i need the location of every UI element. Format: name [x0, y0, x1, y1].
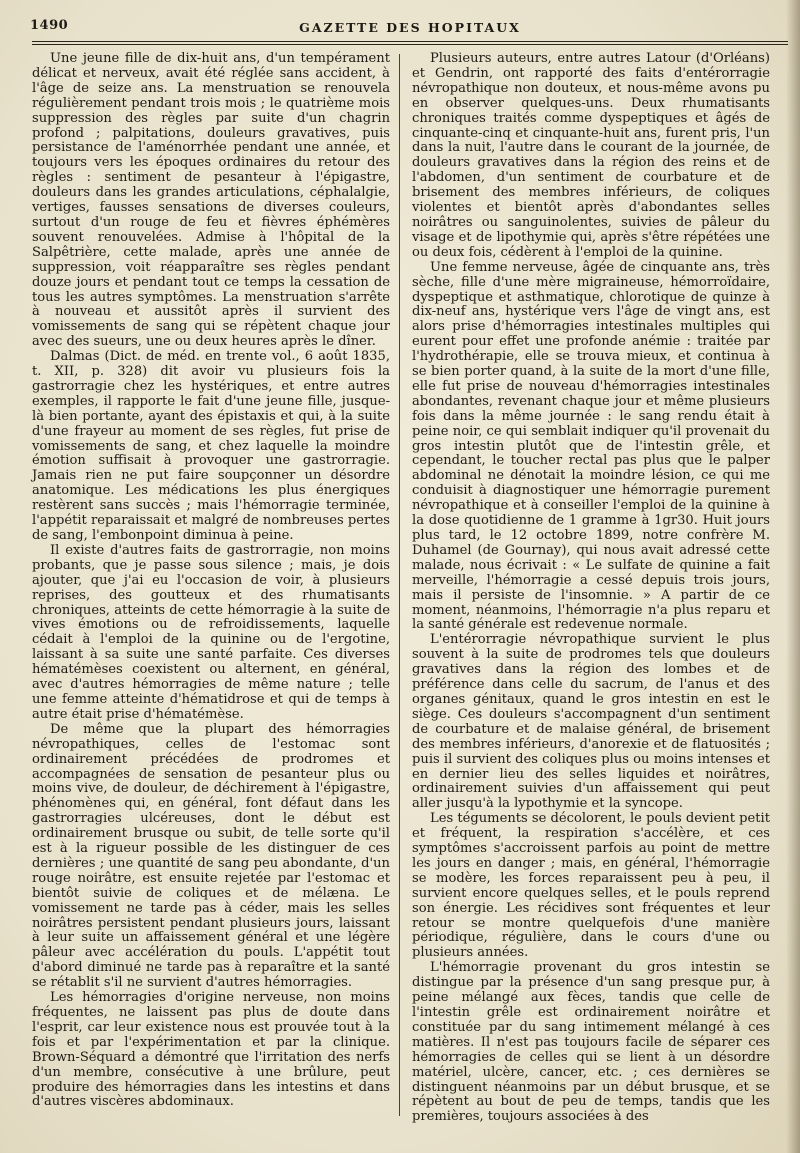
paragraph: De même que la plupart des hémorragies névropathiques, celles de l'estomac sont ordinairement précédées de prodromes et accompagnées de sensation de pesanteur plus ou moins vive, de douleur, de déchirement à l'épigastre, phénomènes qui, en général, font défaut dans les gastrorragies ulcéreuses, dont le début est ordinairement brusque ou subit, de telle sorte qu'il est à la rigueur possible de les distinguer de ces dernières ; une quantité de sang peu abondante, d'un rouge noirâtre, est ensuite rejetée par l'estomac et bientôt suivie de coliques et de mélæna. Le vomissement ne tarde pas à céder, mais les selles noirâtres persistent pendant plusieurs jours, laissant à leur suite un affaissement général et une légère pâleur avec accélération du pouls. L'appétit tout d'abord diminué ne tarde pas à reparaître et la santé se rétablit s'il ne survient d'autres hémorragies.	[32, 721, 390, 991]
paragraph: Une femme nerveuse, âgée de cinquante ans, très sèche, fille d'une mère migraineuse, hémorroïdaire, dyspeptique et asthmatique, chlorotique de quinze à dix-neuf ans, hystérique vers l'âge de vingt ans, est alors prise d'hémorragies intestinales multiples qui eurent pour effet une profonde anémie : traitée par l'hydrothérapie, elle se trouva mieux, et continua à se bien porter quand, à la suite de la mort d'une fille, elle fut prise de nouveau d'hémorragies intestinales abondantes, revenant chaque jour et même plusieurs fois dans la même journée : le sang rendu était à peine noir, ce qui semblait indiquer qu'il provenait du gros intestin plutôt que de l'intestin grêle, et cependant, le toucher rectal pas plus que le palper abdominal ne dénotait la moindre lésion, ce qui me conduisit à diagnostiquer une hémorragie purement névropathique et à conseiller l'emploi de la quinine à la dose quotidienne de 1 gramme à 1gr30. Huit jours plus tard, le 12 octobre 1899, notre confrère M. Duhamel (de Gournay), qui nous avait adressé cette malade, nous écrivait : « Le sulfate de quinine a fait merveille, l'hémorragie a cessé depuis trois jours, mais il persiste de l'insomnie. » A partir de ce moment, néanmoins, l'hémorragie n'a plus reparu et la santé générale est redevenue normale.	[412, 259, 770, 633]
running-title: GAZETTE DES HOPITAUX	[299, 20, 521, 35]
paragraph: Les hémorragies d'origine nerveuse, non moins fréquentes, ne laissent pas plus de doute dans l'esprit, car leur existence nous est prouvée tout à la fois et par l'expérimentation et par la clinique. Brown-Séquard a démontré que l'irritation des nerfs d'un membre, consécutive à une brûlure, peut produire des hémorragies dans les intestins et dans d'autres viscères abdominaux.	[32, 990, 390, 1110]
paragraph: Les téguments se décolorent, le pouls devient petit et fréquent, la respiration s'accélère, et ces symptômes s'accroissent parfois au point de mettre les jours en danger ; mais, en général, l'hémorragie se modère, les forces reparaissent peu à peu, il survient encore quelques selles, et le pouls reprend son énergie. Les récidives sont fréquentes et leur retour se montre quelquefois d'une manière périodique, régulière, dans le cours d'une ou plusieurs années.	[412, 811, 770, 961]
paragraph: L'entérorragie névropathique survient le plus souvent à la suite de prodromes tels que douleurs gravatives dans la région des lombes et de préférence dans celle du sacrum, de l'anus et des organes génitaux, quand le gros intestin en est le siège. Ces douleurs s'accompagnent d'un sentiment de courbature et de malaise général, de brisement des membres inférieurs, d'anorexie et de flatuosités ; puis il survient des coliques plus ou moins intenses et en dernier lieu des selles liquides et noirâtres, ordinairement suivies d'un affaissement qui peut aller jusqu'à la lypothymie et la syncope.	[412, 632, 770, 812]
paragraph: Il existe d'autres faits de gastrorragie, non moins probants, que je passe sous silence ; mais, je dois ajouter, que j'ai eu l'occasion de voir, à plusieurs reprises, des goutteux et des rhumatisants chroniques, atteints de cette hémorragie à la suite de vives émotions ou de refroidissements, laquelle cédait à l'emploi de la quinine ou de l'ergotine, laissant à sa suite une santé parfaite. Ces diverses hématémèses coexistent ou alternent, en général, avec d'autres hémorragies de même nature ; telle une femme atteinte d'hématidrose et qui de temps à autre était prise d'hématémèse.	[32, 542, 390, 722]
page-edge-shadow	[786, 0, 800, 1153]
header-rule	[32, 44, 788, 45]
right-column	[412, 52, 770, 1125]
header-rule	[32, 41, 788, 42]
page-header	[30, 14, 790, 38]
left-column	[32, 52, 390, 1110]
column-divider	[399, 54, 400, 1116]
paragraph: Une jeune fille de dix-huit ans, d'un tempérament délicat et nerveux, avait été réglée sans accident, à l'âge de seize ans. La menstruation se renouvela régulièrement pendant trois mois ; le quatrième mois suppression des règles par suite d'un chagrin profond ; palpitations, douleurs gravatives, puis persistance de l'aménorrhée pendant une année, et toujours vers les époques ordinaires du retour des règles : sentiment de pesanteur à l'épigastre, douleurs dans les grandes articulations, céphalalgie, vertiges, fausses sensations de diverses couleurs, surtout d'un rouge de feu et fièvres éphémères souvent renouvelées. Admise à l'hôpital de la Salpêtrière, cette malade, après une année de suppression, voit réapparaître ses règles pendant douze jours et pendant tout ce temps la cessation de tous les autres symptômes. La menstruation s'arrête à nouveau et aussitôt après il survient des vomissements de sang qui se répètent chaque jour avec des sueurs, une ou deux heures après le dîner.	[32, 51, 390, 350]
page-number: 1490	[30, 18, 69, 33]
paragraph: Dalmas (Dict. de méd. en trente vol., 6 août 1835, t. XII, p. 328) dit avoir vu plusieurs fois la gastrorragie chez les hystériques, et entre autres exemples, il rapporte le fait d'une jeune fille, jusque-là bien portante, ayant des épistaxis et qui, à la suite d'une frayeur au moment de ses règles, fut prise de vomissements de sang, et chez laquelle la moindre émotion suffisait à provoquer une gastrorragie. Jamais rien ne put faire soupçonner un désordre anatomique. Les médications les plus énergiques restèrent sans succès ; mais l'hémorragie terminée, l'appétit reparaissait et malgré de nombreuses pertes de sang, l'embonpoint diminua à peine.	[32, 349, 390, 543]
paragraph: Plusieurs auteurs, entre autres Latour (d'Orléans) et Gendrin, ont rapporté des faits d'entérorragie névropathique non douteux, et nous-même avons pu en observer quelques-uns. Deux rhumatisants chroniques traités comme dyspeptiques et âgés de cinquante-cinq et cinquante-huit ans, furent pris, l'un dans la nuit, l'autre dans le courant de la journée, de douleurs gravatives dans la région des reins et de l'abdomen, d'un sentiment de courbature et de brisement des membres inférieurs, de coliques violentes et bientôt après d'abondantes selles noirâtres ou sanguinolentes, suivies de pâleur du visage et de lipothymie qui, après s'être répétées une ou deux fois, cédèrent à l'emploi de la quinine.	[412, 51, 770, 260]
paragraph: L'hémorragie provenant du gros intestin se distingue par la présence d'un sang presque pur, à peine mélangé aux fèces, tandis que celle de l'intestin grêle est ordinairement noirâtre et constituée par du sang intimement mélangé à ces matières. Il n'est pas toujours facile de séparer ces hémorragies de celles qui se lient à un désordre matériel, ulcère, cancer, etc. ; ces dernières se distinguent néanmoins par un début brusque, et se répètent au bout de peu de temps, tandis que les premières, toujours associées à des	[412, 960, 770, 1125]
